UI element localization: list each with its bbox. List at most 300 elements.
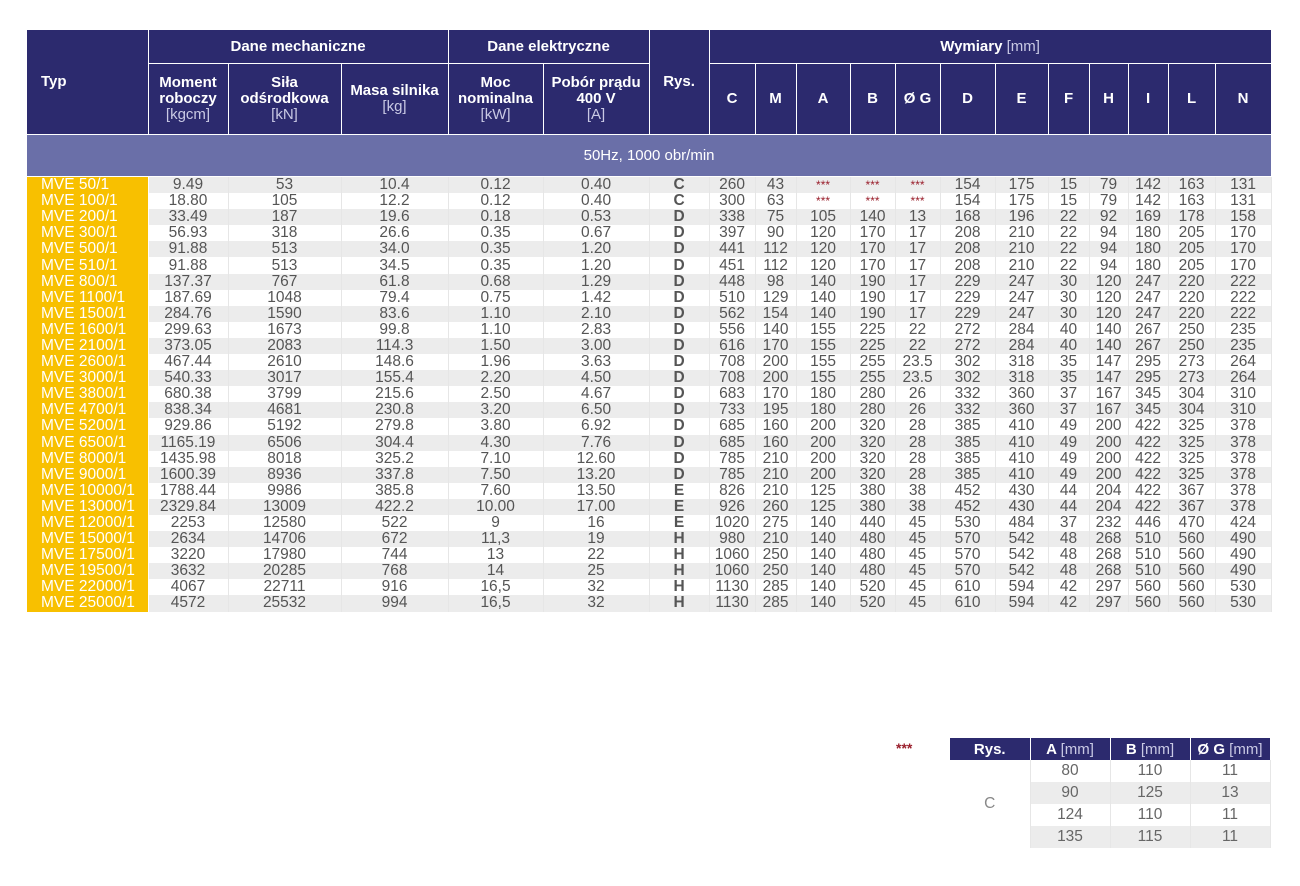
table-cell: 430 [995, 483, 1048, 499]
header-dim-col: L [1168, 64, 1215, 135]
table-cell: D [649, 435, 709, 451]
table-cell: 155 [796, 354, 850, 370]
table-cell: 0.53 [543, 209, 649, 225]
table-cell: D [649, 402, 709, 418]
header-col-unit: [kN] [271, 106, 298, 123]
table-cell: 247 [995, 274, 1048, 290]
table-cell: 17.00 [543, 499, 649, 515]
table-cell: 560 [1168, 563, 1215, 579]
table-cell: D [649, 322, 709, 338]
table-cell: 170 [850, 225, 895, 241]
table-row [27, 418, 1271, 434]
table-cell: D [649, 370, 709, 386]
header-mech-col [228, 64, 341, 135]
table-cell: 250 [755, 563, 796, 579]
table-cell: 0.12 [448, 177, 543, 194]
table-cell: 222 [1215, 274, 1271, 290]
model-cell: MVE 25000/1 [27, 595, 148, 611]
table-cell: 268 [1089, 531, 1128, 547]
table-cell: *** [850, 177, 895, 194]
table-cell: 140 [796, 595, 850, 611]
legend-cell: 80 [1030, 760, 1110, 782]
header-col-unit: [kgcm] [165, 106, 211, 123]
table-cell: 325.2 [341, 451, 448, 467]
table-cell: 302 [940, 354, 995, 370]
table-cell: 284 [995, 338, 1048, 354]
table-cell: 98 [755, 274, 796, 290]
table-cell: 2.83 [543, 322, 649, 338]
table-cell: 154 [940, 177, 995, 194]
table-row [27, 290, 1271, 306]
table-cell: 0.35 [448, 241, 543, 257]
table-cell: 79 [1089, 193, 1128, 209]
model-cell: MVE 100/1 [27, 193, 148, 209]
table-cell: 2.20 [448, 370, 543, 386]
table-cell: 163 [1168, 177, 1215, 194]
table-cell: 8018 [228, 451, 341, 467]
table-cell: 530 [1215, 595, 1271, 611]
table-cell: 229 [940, 306, 995, 322]
model-cell: MVE 300/1 [27, 225, 148, 241]
table-cell: 4.50 [543, 370, 649, 386]
table-cell: *** [796, 193, 850, 209]
table-cell: 272 [940, 338, 995, 354]
table-cell: 190 [850, 274, 895, 290]
legend-cell: 125 [1110, 782, 1190, 804]
table-cell: 260 [709, 177, 755, 194]
table-cell: 325 [1168, 435, 1215, 451]
model-cell: MVE 50/1 [27, 177, 148, 194]
table-cell: 255 [850, 354, 895, 370]
legend-header [950, 738, 1030, 760]
table-cell: 3.63 [543, 354, 649, 370]
table-cell: H [649, 595, 709, 611]
table-cell: 94 [1089, 225, 1128, 241]
table-cell: 441 [709, 241, 755, 257]
legend-cell: 135 [1030, 826, 1110, 848]
table-cell: 7.50 [448, 467, 543, 483]
table-cell: 0.18 [448, 209, 543, 225]
table-cell: 45 [895, 547, 940, 563]
table-cell: 484 [995, 515, 1048, 531]
header-dims-unit: [mm] [1006, 37, 1040, 55]
header-col-name: Masa silnika [350, 82, 439, 99]
table-cell: 208 [940, 257, 995, 273]
table-cell: 6.92 [543, 418, 649, 434]
table-cell: 3.00 [543, 338, 649, 354]
table-cell: 142 [1128, 193, 1168, 209]
table-cell: 32 [543, 595, 649, 611]
table-cell: 37 [1048, 515, 1089, 531]
table-row [27, 306, 1271, 322]
table-cell: 140 [1089, 338, 1128, 354]
table-cell: 4067 [148, 579, 228, 595]
model-cell: MVE 19500/1 [27, 563, 148, 579]
table-cell: 90 [755, 225, 796, 241]
header-col-unit: [A] [586, 106, 606, 123]
table-cell: 196 [995, 209, 1048, 225]
table-cell: 205 [1168, 257, 1215, 273]
header-dim-col: C [709, 64, 755, 135]
table-cell: 140 [1089, 322, 1128, 338]
table-cell: 916 [341, 579, 448, 595]
table-cell: 125 [796, 499, 850, 515]
table-cell: 285 [755, 595, 796, 611]
table-cell: 15 [1048, 177, 1089, 194]
table-cell: 318 [995, 370, 1048, 386]
table-cell: 229 [940, 274, 995, 290]
header-dim-col: D [940, 64, 995, 135]
table-cell: 30 [1048, 274, 1089, 290]
table-cell: 273 [1168, 370, 1215, 386]
model-cell: MVE 3000/1 [27, 370, 148, 386]
frequency-band: 50Hz, 1000 obr/min [27, 135, 1271, 177]
table-cell: 490 [1215, 563, 1271, 579]
table-cell: 22 [895, 322, 940, 338]
table-cell: 28 [895, 418, 940, 434]
table-cell: 304.4 [341, 435, 448, 451]
table-cell: 229 [940, 290, 995, 306]
table-cell: 1.29 [543, 274, 649, 290]
table-cell: 235 [1215, 338, 1271, 354]
table-cell: 480 [850, 547, 895, 563]
table-cell: 129 [755, 290, 796, 306]
table-cell: 200 [1089, 451, 1128, 467]
model-cell: MVE 1500/1 [27, 306, 148, 322]
table-cell: 232 [1089, 515, 1128, 531]
table-cell: 35 [1048, 370, 1089, 386]
table-cell: 325 [1168, 467, 1215, 483]
table-row [27, 579, 1271, 595]
table-cell: 255 [850, 370, 895, 386]
legend-cell: 11 [1190, 826, 1270, 848]
model-cell: MVE 17500/1 [27, 547, 148, 563]
table-cell: 4.67 [543, 386, 649, 402]
table-cell: 1788.44 [148, 483, 228, 499]
header-col-name: Moment roboczy [159, 74, 217, 107]
table-cell: 3220 [148, 547, 228, 563]
table-cell: 560 [1128, 579, 1168, 595]
table-cell: 19 [543, 531, 649, 547]
table-row [27, 209, 1271, 225]
table-cell: 222 [1215, 306, 1271, 322]
table-cell: 225 [850, 338, 895, 354]
table-cell: 225 [850, 322, 895, 338]
table-row [27, 338, 1271, 354]
table-cell: 30 [1048, 290, 1089, 306]
table-cell: 8936 [228, 467, 341, 483]
table-cell: 42 [1048, 595, 1089, 611]
table-cell: 205 [1168, 241, 1215, 257]
table-cell: 0.67 [543, 225, 649, 241]
table-cell: 180 [796, 386, 850, 402]
table-cell: 0.40 [543, 193, 649, 209]
legend-header [1110, 738, 1190, 760]
legend-header-unit: [mm] [1060, 740, 1094, 758]
legend-cell: 11 [1190, 760, 1270, 782]
table-cell: 120 [796, 241, 850, 257]
table-cell: D [649, 274, 709, 290]
table-cell: 385 [940, 467, 995, 483]
table-cell: 452 [940, 499, 995, 515]
table-cell: 23.5 [895, 354, 940, 370]
table-cell: 320 [850, 435, 895, 451]
table-cell: 220 [1168, 306, 1215, 322]
table-cell: 410 [995, 418, 1048, 434]
model-cell: MVE 2600/1 [27, 354, 148, 370]
table-cell: 3632 [148, 563, 228, 579]
table-cell: 284 [995, 322, 1048, 338]
table-cell: 22 [1048, 257, 1089, 273]
table-cell: 451 [709, 257, 755, 273]
table-cell: 610 [940, 595, 995, 611]
table-cell: 13009 [228, 499, 341, 515]
table-cell: 0.68 [448, 274, 543, 290]
table-cell: 14 [448, 563, 543, 579]
model-cell: MVE 5200/1 [27, 418, 148, 434]
model-cell: MVE 12000/1 [27, 515, 148, 531]
table-cell: 373.05 [148, 338, 228, 354]
table-cell: 560 [1168, 547, 1215, 563]
table-cell: 49 [1048, 435, 1089, 451]
table-cell: 13.50 [543, 483, 649, 499]
table-cell: 168 [940, 209, 995, 225]
table-cell: 140 [796, 290, 850, 306]
table-cell: 167 [1089, 402, 1128, 418]
table-cell: 1048 [228, 290, 341, 306]
table-cell: D [649, 257, 709, 273]
table-cell: 190 [850, 290, 895, 306]
table-cell: 520 [850, 579, 895, 595]
table-cell: 570 [940, 547, 995, 563]
table-cell: 205 [1168, 225, 1215, 241]
table-cell: 200 [755, 354, 796, 370]
header-dim-col: F [1048, 64, 1089, 135]
table-cell: 410 [995, 451, 1048, 467]
table-row [27, 274, 1271, 290]
table-row [27, 483, 1271, 499]
table-cell: 422 [1128, 451, 1168, 467]
header-mech: Dane mechaniczne [148, 30, 448, 64]
table-cell: 0.35 [448, 257, 543, 273]
model-cell: MVE 510/1 [27, 257, 148, 273]
table-cell: 33.49 [148, 209, 228, 225]
table-cell: 2610 [228, 354, 341, 370]
table-cell: 200 [796, 467, 850, 483]
table-cell: 250 [1168, 338, 1215, 354]
table-cell: 4.30 [448, 435, 543, 451]
table-cell: 560 [1168, 579, 1215, 595]
table-cell: 1.20 [543, 257, 649, 273]
table-cell: 3799 [228, 386, 341, 402]
table-cell: 13 [895, 209, 940, 225]
table-cell: 594 [995, 595, 1048, 611]
table-cell: 385 [940, 435, 995, 451]
table-cell: 378 [1215, 418, 1271, 434]
table-cell: 522 [341, 515, 448, 531]
table-cell: 204 [1089, 499, 1128, 515]
table-cell: 170 [1215, 257, 1271, 273]
header-dims-title: Wymiary [940, 37, 1003, 55]
table-cell: 10.4 [341, 177, 448, 194]
table-cell: 422.2 [341, 499, 448, 515]
table-cell: 1435.98 [148, 451, 228, 467]
table-cell: 1.50 [448, 338, 543, 354]
table-cell: 513 [228, 241, 341, 257]
table-cell: 22 [543, 547, 649, 563]
legend-header [1190, 738, 1270, 760]
table-cell: 247 [995, 306, 1048, 322]
table-cell: 1600.39 [148, 467, 228, 483]
table-cell: 385 [940, 418, 995, 434]
table-cell: 510 [709, 290, 755, 306]
table-row [27, 257, 1271, 273]
table-cell: 34.0 [341, 241, 448, 257]
table-row [27, 402, 1271, 418]
header-col-name: Siła odśrodkowa [240, 74, 329, 107]
table-cell: 422 [1128, 435, 1168, 451]
table-cell: 4681 [228, 402, 341, 418]
table-cell: 448 [709, 274, 755, 290]
table-cell: 320 [850, 418, 895, 434]
table-cell: 45 [895, 531, 940, 547]
table-cell: 13.20 [543, 467, 649, 483]
table-cell: 48 [1048, 547, 1089, 563]
table-cell: 250 [755, 547, 796, 563]
model-cell: MVE 9000/1 [27, 467, 148, 483]
model-cell: MVE 10000/1 [27, 483, 148, 499]
table-cell: 422 [1128, 418, 1168, 434]
table-cell: 160 [755, 435, 796, 451]
table-cell: 30 [1048, 306, 1089, 322]
table-cell: 540.33 [148, 370, 228, 386]
table-row [27, 595, 1271, 611]
table-cell: 452 [940, 483, 995, 499]
table-cell: 562 [709, 306, 755, 322]
table-cell: D [649, 225, 709, 241]
table-cell: 170 [1215, 241, 1271, 257]
table-cell: 708 [709, 370, 755, 386]
table-cell: 17 [895, 274, 940, 290]
table-cell: 140 [796, 547, 850, 563]
table-cell: *** [850, 193, 895, 209]
table-cell: 35 [1048, 354, 1089, 370]
table-cell: 542 [995, 563, 1048, 579]
table-cell: 210 [995, 257, 1048, 273]
specs-table [27, 30, 1272, 612]
table-cell: 17980 [228, 547, 341, 563]
table-cell: 200 [1089, 467, 1128, 483]
table-cell: 158 [1215, 209, 1271, 225]
table-cell: 155.4 [341, 370, 448, 386]
table-row [27, 241, 1271, 257]
table-cell: 320 [850, 451, 895, 467]
table-cell: 22711 [228, 579, 341, 595]
table-cell: 3.20 [448, 402, 543, 418]
table-cell: 79.4 [341, 290, 448, 306]
legend-table [950, 738, 1271, 848]
table-cell: 560 [1168, 595, 1215, 611]
table-row [27, 177, 1271, 194]
table-row [27, 354, 1271, 370]
header-elec-col [448, 64, 543, 135]
table-cell: D [649, 467, 709, 483]
table-cell: 170 [1215, 225, 1271, 241]
table-cell: 733 [709, 402, 755, 418]
table-cell: 560 [1168, 531, 1215, 547]
table-cell: 9 [448, 515, 543, 531]
legend-cell: 110 [1110, 804, 1190, 826]
table-cell: D [649, 338, 709, 354]
table-cell: 163 [1168, 193, 1215, 209]
table-cell: 267 [1128, 322, 1168, 338]
table-cell: 160 [755, 418, 796, 434]
table-cell: 2253 [148, 515, 228, 531]
table-cell: 570 [940, 563, 995, 579]
table-cell: 300 [709, 193, 755, 209]
table-cell: 280 [850, 386, 895, 402]
table-cell: H [649, 579, 709, 595]
table-cell: 247 [1128, 306, 1168, 322]
table-cell: 42 [1048, 579, 1089, 595]
legend-header-name: A [1046, 740, 1057, 758]
model-cell: MVE 1600/1 [27, 322, 148, 338]
table-cell: 345 [1128, 402, 1168, 418]
table-cell: 105 [796, 209, 850, 225]
table-cell: 826 [709, 483, 755, 499]
header-dim-col: B [850, 64, 895, 135]
model-cell: MVE 13000/1 [27, 499, 148, 515]
table-cell: 380 [850, 499, 895, 515]
table-cell: 200 [796, 435, 850, 451]
table-cell: 210 [995, 241, 1048, 257]
table-cell: 510 [1128, 531, 1168, 547]
table-cell: 26 [895, 386, 940, 402]
table-cell: 480 [850, 531, 895, 547]
table-cell: 49 [1048, 467, 1089, 483]
table-cell: 12.60 [543, 451, 649, 467]
table-cell: 0.35 [448, 225, 543, 241]
table-cell: 155 [796, 370, 850, 386]
table-cell: 785 [709, 467, 755, 483]
table-cell: 273 [1168, 354, 1215, 370]
table-cell: 708 [709, 354, 755, 370]
table-cell: 295 [1128, 370, 1168, 386]
model-cell: MVE 1100/1 [27, 290, 148, 306]
header-typ: Typ [27, 30, 148, 135]
table-cell: 22 [1048, 225, 1089, 241]
table-cell: 2.50 [448, 386, 543, 402]
table-cell: 48 [1048, 531, 1089, 547]
table-cell: 247 [1128, 290, 1168, 306]
table-cell: 332 [940, 386, 995, 402]
table-cell: 75 [755, 209, 796, 225]
table-cell: 994 [341, 595, 448, 611]
table-cell: 360 [995, 402, 1048, 418]
table-cell: 1.10 [448, 322, 543, 338]
table-cell: 112 [755, 241, 796, 257]
table-cell: 44 [1048, 499, 1089, 515]
header-elec-col [543, 64, 649, 135]
table-cell: 264 [1215, 370, 1271, 386]
table-cell: 25 [543, 563, 649, 579]
table-cell: 338 [709, 209, 755, 225]
table-cell: 672 [341, 531, 448, 547]
table-cell: 440 [850, 515, 895, 531]
header-dims [709, 30, 1271, 64]
table-row [27, 370, 1271, 386]
table-cell: 594 [995, 579, 1048, 595]
